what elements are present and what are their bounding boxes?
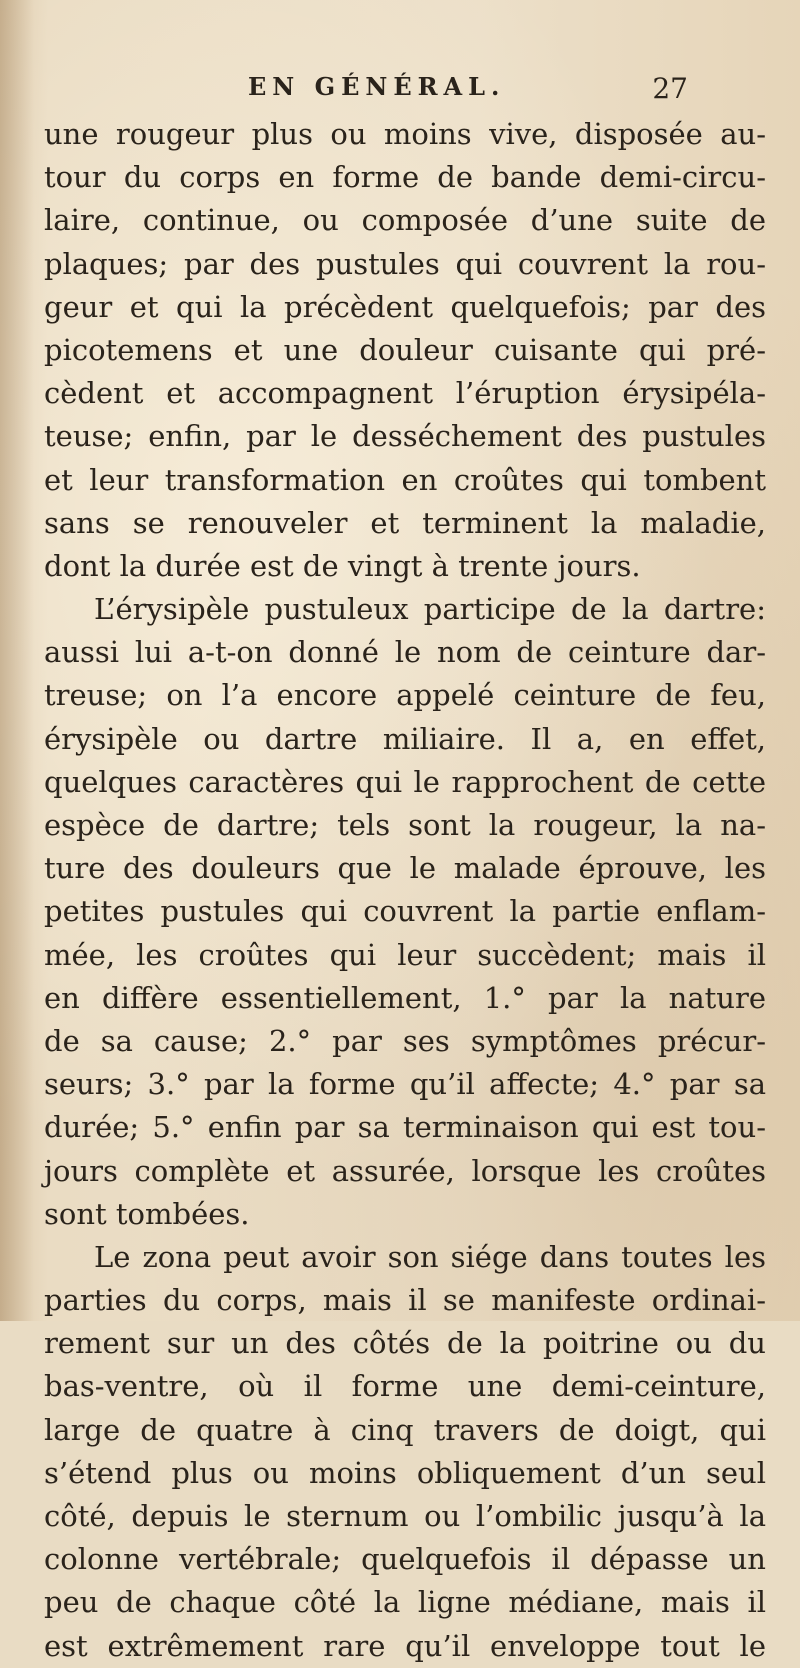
text-line: sans se renouveler et terminent la maladie,	[44, 505, 766, 540]
text-line: laire, continue, ou composée d’une suite de	[44, 203, 766, 238]
text-line: côté, depuis le sternum ou l’ombilic jusqu’à la	[44, 1499, 766, 1533]
text-line: quelques caractères qui le rapprochent de cette	[44, 764, 766, 799]
text-line: et leur transformation en croûtes qui tombent	[44, 462, 766, 497]
text-line: une rougeur plus ou moins vive, disposée au-	[44, 117, 766, 151]
text-line: mée, les croûtes qui leur succèdent; mais il	[44, 937, 766, 972]
text-line: parties du corps, mais il se manifeste ordinai-	[44, 1283, 766, 1318]
text-line: ture des douleurs que le malade éprouve, les	[44, 851, 766, 886]
text-line: bas-ventre, où il forme une demi-ceinture,	[44, 1369, 766, 1404]
text-line: peu de chaque côté la ligne médiane, mais il	[44, 1585, 766, 1620]
text-line: est extrêmement rare qu’il enveloppe tout le	[44, 1628, 766, 1663]
text-line: jours complète et assurée, lorsque les croûtes	[44, 1153, 766, 1188]
text-line: colonne vertébrale; quelquefois il dépasse un	[44, 1542, 766, 1577]
text-line: durée; 5.° enfin par sa terminaison qui est tou-	[44, 1110, 766, 1145]
text-line: geur et qui la précèdent quelquefois; par des	[44, 289, 766, 324]
text-line: espèce de dartre; tels sont la rougeur, la na-	[44, 808, 766, 842]
page-edge-shadow	[0, 0, 34, 1321]
page-number: 27	[652, 72, 688, 105]
paragraph-start-line: Le zona peut avoir son siége dans toutes les	[94, 1239, 766, 1274]
text-line: seurs; 3.° par la forme qu’il affecte; 4.° par sa	[44, 1067, 766, 1102]
text-line: tour du corps en forme de bande demi-circu-	[44, 160, 766, 195]
text-line: érysipèle ou dartre miliaire. Il a, en effet,	[44, 721, 766, 756]
text-body	[44, 113, 766, 1668]
paragraph-start-line: L’érysipèle pustuleux participe de la dartre:	[94, 592, 766, 627]
text-line: en diffère essentiellement, 1.° par la nature	[44, 980, 766, 1015]
text-line: aussi lui a-t-on donné le nom de ceinture dar-	[44, 635, 766, 670]
text-line: large de quatre à cinq travers de doigt, qui	[44, 1412, 766, 1447]
text-line: de sa cause; 2.° par ses symptômes précur-	[44, 1023, 766, 1058]
text-line: teuse; enfin, par le desséchement des pustules	[44, 419, 766, 454]
text-line: s’étend plus ou moins obliquement d’un seul	[44, 1455, 766, 1490]
running-head: EN GÉNÉRAL.	[248, 72, 506, 101]
text-line: cèdent et accompagnent l’éruption érysipéla-	[44, 376, 766, 411]
text-line: dont la durée est de vingt à trente jours.	[44, 548, 641, 583]
page-header	[248, 72, 688, 116]
text-line: rement sur un des côtés de la poitrine ou du	[44, 1326, 766, 1361]
text-line: treuse; on l’a encore appelé ceinture de feu,	[44, 678, 766, 713]
text-line: picotemens et une douleur cuisante qui pré-	[44, 332, 766, 367]
text-line: plaques; par des pustules qui couvrent la rou-	[44, 246, 766, 281]
text-line: sont tombées.	[44, 1196, 250, 1231]
text-line: petites pustules qui couvrent la partie enflam-	[44, 894, 766, 929]
